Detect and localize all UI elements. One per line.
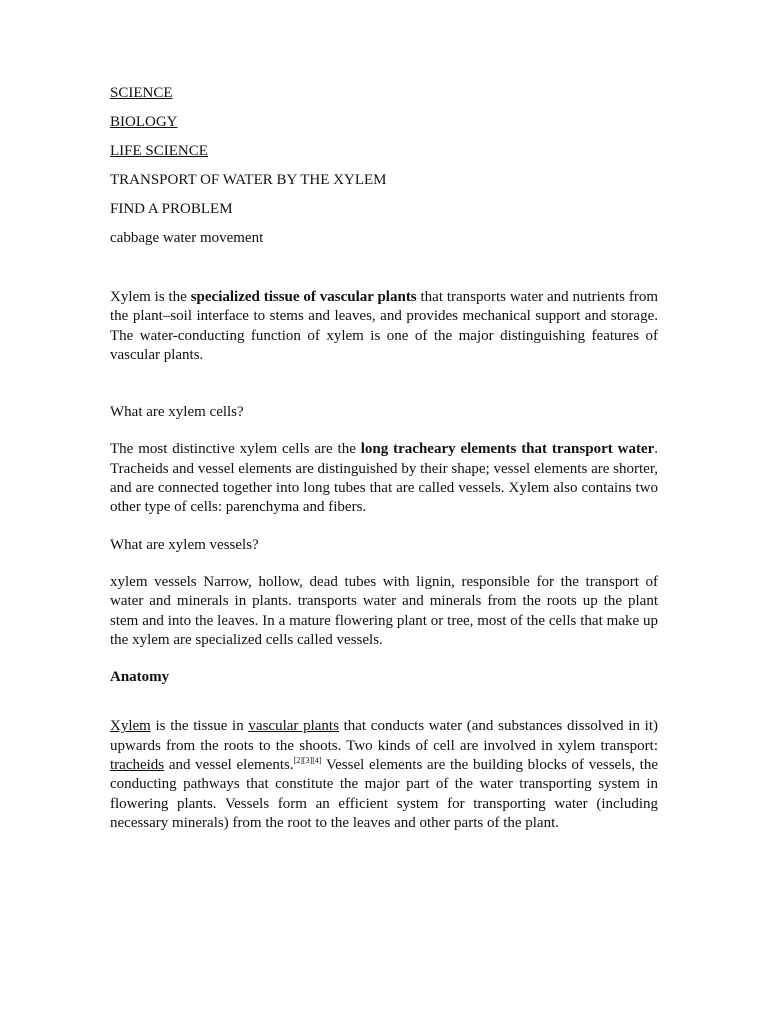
intro-bold-term: specialized tissue of vascular plants [190,289,417,305]
heading-science[interactable]: SCIENCE [110,85,173,101]
anatomy-paragraph [110,717,658,833]
heading-biology[interactable]: BIOLOGY [110,114,178,130]
anatomy-text-4: Vessel elements are the building blocks of vessels, the conducting pathways that constitute the major part of the water transporting system in flowering plants. Vessels form an efficient system for transporting water (including necessary minerals) from the root to the leaves and other parts of the plant. [110,757,658,831]
vessels-paragraph: xylem vessels Narrow, hollow, dead tubes with lignin, responsible for the transport of water and minerals in plants. transports water and minerals from the roots up the plant stem and into the leaves. In a mature flowering plant or tree, most of the cells that make up the xylem are specialized cells called vessels. [110,573,658,648]
problem-statement: cabbage water movement [110,230,264,246]
link-xylem[interactable]: Xylem [110,718,151,735]
question-xylem-cells: What are xylem cells? [110,404,244,421]
citation-ref-2[interactable]: [2] [293,756,303,766]
link-vascular-plants[interactable]: vascular plants [248,718,339,735]
anatomy-heading [110,668,658,687]
anatomy-text-1: is the tissue in [150,718,249,735]
citation-ref-4[interactable]: [4] [312,756,322,766]
cells-paragraph [110,440,658,517]
link-tracheids[interactable]: tracheids [110,757,165,774]
intro-paragraph [110,288,658,365]
cells-bold-term: long tracheary elements that transport water [360,441,655,458]
heading-find-problem: FIND A PROBLEM [110,201,233,217]
intro-text-start: Xylem is the [110,289,191,305]
citation-ref-3[interactable]: [3] [302,756,313,766]
intro-text-end: that transports water and nutrients from the plant–soil interface to stems and leaves, and provides mechanical support and storage. The water-conducting function of xylem is one of the major distinguishing features of vascular plants. [110,289,658,363]
citation-refs [294,756,322,765]
anatomy-text-3: and vessel elements. [164,757,294,774]
anatomy-heading-text: Anatomy [110,669,170,686]
question-xylem-vessels: What are xylem vessels? [110,536,259,553]
heading-topic: TRANSPORT OF WATER BY THE XYLEM [110,172,387,188]
anatomy-text-2: that conducts water (and substances dissolved in it) upwards from the roots to the shoots. Two kinds of cell are involved in xylem transport: [110,718,658,754]
cells-text-start: The most distinctive xylem cells are the [110,441,361,458]
cells-text-end: . Tracheids and vessel elements are distinguished by their shape; vessel elements are shorter, and are connected together into long tubes that are called vessels. Xylem also contains two other type of cells: parenchyma and fibers. [110,441,659,516]
document-page [110,84,658,833]
heading-life-science[interactable]: LIFE SCIENCE [110,143,208,159]
